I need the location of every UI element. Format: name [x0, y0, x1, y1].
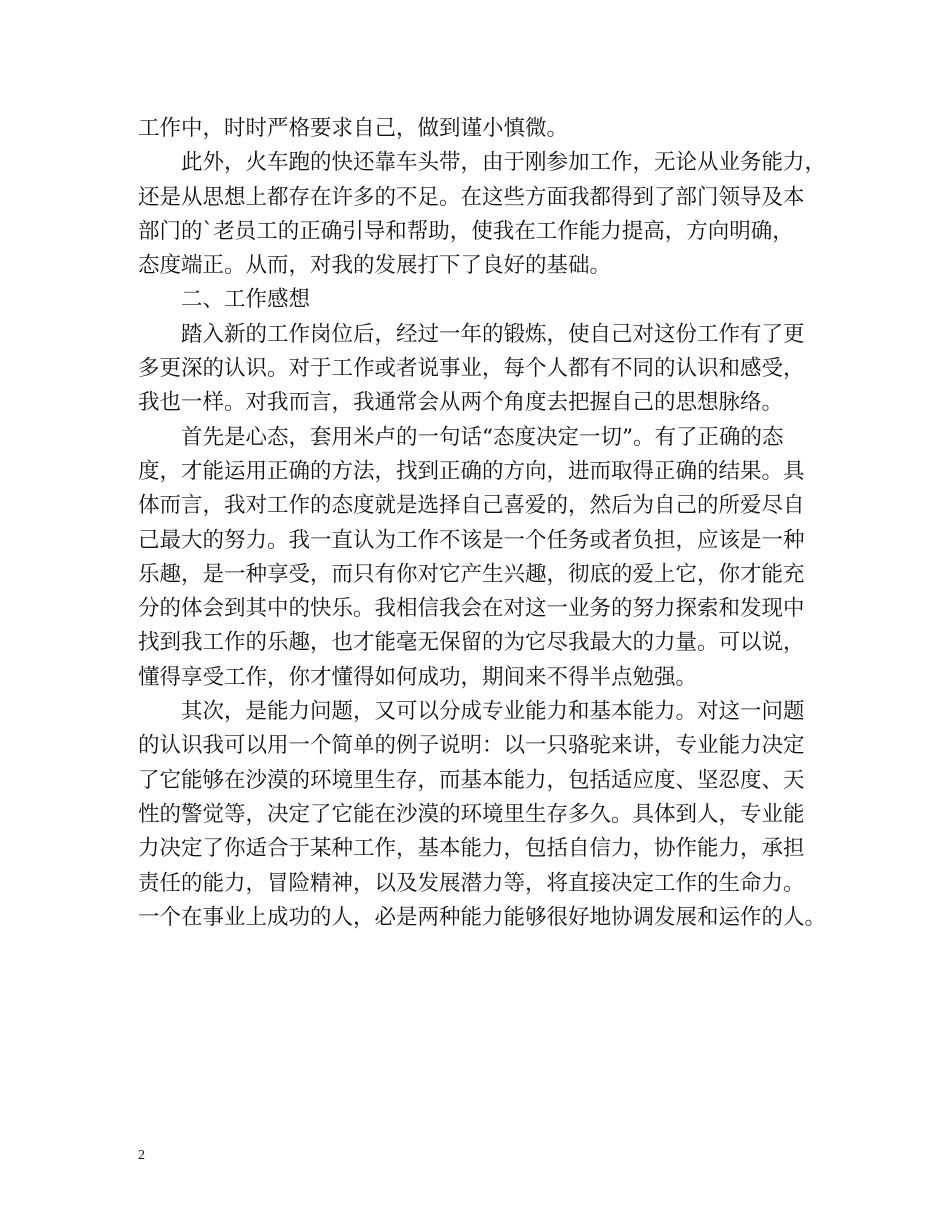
document-body	[138, 112, 826, 935]
text-line: 还是从思想上都存在许多的不足。在这些方面我都得到了部门领导及本	[138, 184, 805, 210]
text-line: 己最大的努力。我一直认为工作不该是一个任务或者负担，应该是一种	[138, 527, 805, 553]
text-line: 的认识我可以用一个简单的例子说明：以一只骆驼来讲，专业能力决定	[138, 733, 805, 759]
text-line: 工作中，时时严格要求自己，做到谨小慎微。	[138, 116, 569, 141]
text-line: 找到我工作的乐趣，也才能毫无保留的为它尽我最大的力量。可以说，	[138, 630, 805, 656]
text-line: 一个在事业上成功的人，必是两种能力能够很好地协调发展和运作的人。	[138, 904, 827, 930]
text-line: 懂得享受工作，你才懂得如何成功，期间来不得半点勉强。	[138, 664, 698, 690]
section-heading: 二、工作感想	[181, 287, 311, 313]
text-line: 了它能够在沙漠的环境里生存，而基本能力，包括适应度、坚忍度、天	[138, 767, 805, 793]
text-line: 我也一样。对我而言，我通常会从两个角度去把握自己的思想脉络。	[138, 390, 784, 416]
page-number: 2	[138, 1148, 145, 1163]
text-line: 其次，是能力问题，又可以分成专业能力和基本能力。对这一问题	[181, 699, 805, 725]
text-line: 态度端正。从而，对我的发展打下了良好的基础。	[138, 253, 612, 279]
text-line: 度，才能运用正确的方法，找到正确的方向，进而取得正确的结果。具	[138, 458, 805, 484]
text-line: 力决定了你适合于某种工作，基本能力，包括自信力，协作能力，承担	[138, 836, 805, 862]
text-line: 部门的`老员工的正确引导和帮助，使我在工作能力提高，方向明确，	[138, 218, 794, 244]
text-line: 踏入新的工作岗位后，经过一年的锻炼，使自己对这份工作有了更	[181, 321, 805, 347]
text-line: 此外，火车跑的快还靠车头带，由于刚参加工作，无论从业务能力，	[181, 150, 827, 176]
text-line: 分的体会到其中的快乐。我相信我会在对这一业务的努力探索和发现中	[138, 596, 805, 622]
text-line: 责任的能力，冒险精神，以及发展潜力等，将直接决定工作的生命力。	[138, 870, 805, 896]
text-line: 首先是心态，套用米卢的一句话“态度决定一切”。有了正确的态	[181, 424, 784, 450]
text-line: 多更深的认识。对于工作或者说事业，每个人都有不同的认识和感受，	[138, 356, 805, 382]
text-line: 乐趣，是一种享受，而只有你对它产生兴趣，彻底的爱上它，你才能充	[138, 561, 805, 587]
text-line: 性的警觉等，决定了它能在沙漠的环境里生存多久。具体到人，专业能	[138, 801, 805, 827]
text-line: 体而言，我对工作的态度就是选择自己喜爱的，然后为自己的所爱尽自	[138, 493, 805, 519]
